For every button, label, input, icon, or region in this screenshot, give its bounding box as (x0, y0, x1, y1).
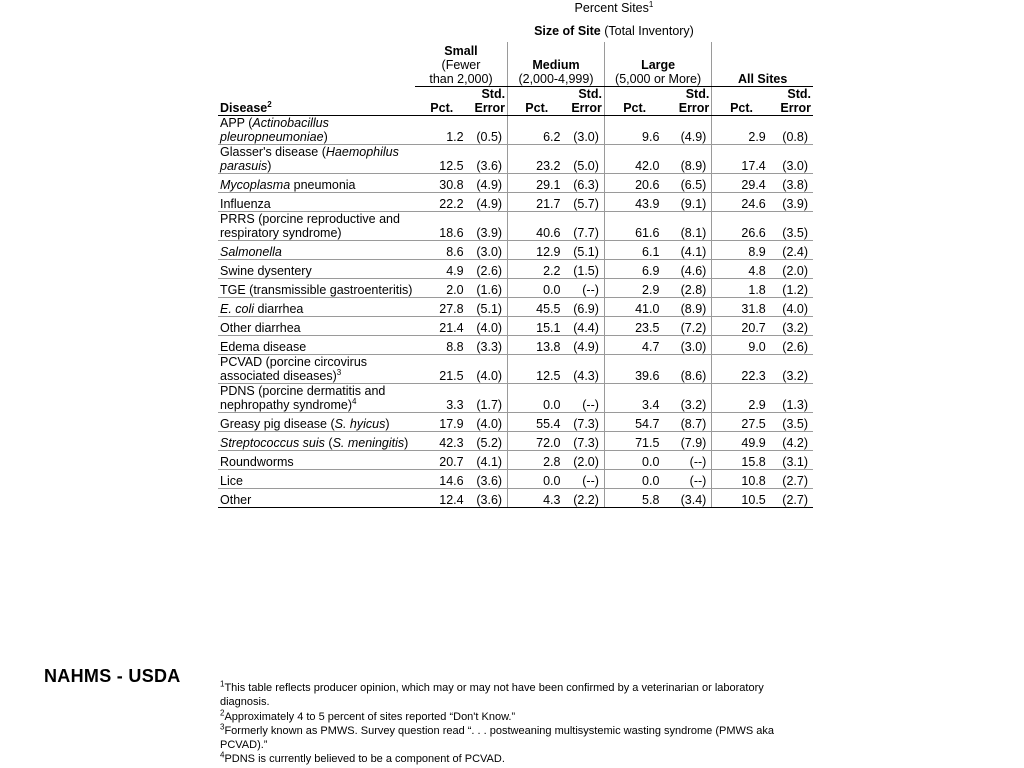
std-error-value: (2.0) (771, 260, 813, 279)
std-error-value: (7.7) (565, 212, 604, 241)
std-error-value: (1.7) (469, 384, 508, 413)
disease-name: Other diarrhea (218, 317, 415, 336)
table-row (218, 116, 813, 145)
pct-value: 8.9 (712, 241, 771, 260)
pct-value: 6.2 (508, 116, 566, 145)
std-error-value: (3.6) (469, 470, 508, 489)
pct-value: 6.9 (604, 260, 664, 279)
std-error-value: (5.1) (469, 298, 508, 317)
disease-column-header: Disease$^2$ (218, 87, 415, 116)
pct-value: 2.0 (415, 279, 469, 298)
std-error-value: (4.0) (771, 298, 813, 317)
pct-value: 13.8 (508, 336, 566, 355)
table-row (218, 174, 813, 193)
std-error-value: (--) (565, 384, 604, 413)
std-error-value: (6.3) (565, 174, 604, 193)
pct-value: 29.4 (712, 174, 771, 193)
disease-name: Other (218, 489, 415, 508)
std-error-value: (8.9) (664, 298, 711, 317)
pct-value: 4.3 (508, 489, 566, 508)
std-error-value: (7.9) (664, 432, 711, 451)
table-row (218, 355, 813, 384)
pct-value: 3.3 (415, 384, 469, 413)
pct-value: 0.0 (508, 470, 566, 489)
std-error-value: (--) (664, 451, 711, 470)
pct-value: 27.8 (415, 298, 469, 317)
table-row (218, 298, 813, 317)
std-error-value: (8.7) (664, 413, 711, 432)
disease-name: Lice (218, 470, 415, 489)
pct-value: 0.0 (508, 279, 566, 298)
disease-name: Influenza (218, 193, 415, 212)
footnote: $^3$Formerly known as PMWS. Survey question read “. . . postweaning multisystemic wasting syndrome (PMWS aka PCVAD).” (220, 722, 775, 752)
pct-value: 1.2 (415, 116, 469, 145)
pct-value: 49.9 (712, 432, 771, 451)
pct-value: 42.0 (604, 145, 664, 174)
std-error-value: (4.2) (771, 432, 813, 451)
pct-value: 71.5 (604, 432, 664, 451)
pct-value: 39.6 (604, 355, 664, 384)
pct-value: 20.6 (604, 174, 664, 193)
footnote: $^4$PDNS is currently believed to be a component of PCVAD. (220, 750, 505, 766)
std-error-value: (4.3) (565, 355, 604, 384)
pct-value: 17.9 (415, 413, 469, 432)
pct-value: 9.0 (712, 336, 771, 355)
std-error-value: (--) (664, 470, 711, 489)
std-error-value: (0.8) (771, 116, 813, 145)
std-error-value: (3.0) (469, 241, 508, 260)
disease-name: PRRS (porcine reproductive and respiratory syndrome) (218, 212, 415, 241)
pct-value: 2.8 (508, 451, 566, 470)
disease-name: TGE (transmissible gastroenteritis) (218, 279, 415, 298)
pct-value: 1.8 (712, 279, 771, 298)
pct-value: 4.7 (604, 336, 664, 355)
pct-value: 0.0 (604, 470, 664, 489)
pct-value: 15.8 (712, 451, 771, 470)
pct-value: 22.2 (415, 193, 469, 212)
std-error-value: (4.6) (664, 260, 711, 279)
pct-value: 12.5 (508, 355, 566, 384)
percent-sites-title: Percent Sites$^1$ (574, 0, 654, 15)
pct-value: 26.6 (712, 212, 771, 241)
std-error-value: (--) (565, 470, 604, 489)
std-error-value: (1.3) (771, 384, 813, 413)
group-small: Small (Fewer than 2,000) (415, 42, 508, 87)
disease-table (218, 0, 813, 508)
footnote: $^2$Approximately 4 to 5 percent of sites reported “Don't Know.” (220, 707, 516, 723)
table-row (218, 279, 813, 298)
std-error-value: (5.2) (469, 432, 508, 451)
std-error-value: (7.3) (565, 413, 604, 432)
std-error-value: (--) (565, 279, 604, 298)
disease-name: Swine dysentery (218, 260, 415, 279)
disease-name: Salmonella (218, 241, 415, 260)
std-error-value: (4.0) (469, 317, 508, 336)
pct-header: Pct. (604, 87, 664, 116)
std-error-value: (9.1) (664, 193, 711, 212)
pct-value: 43.9 (604, 193, 664, 212)
table-row (218, 489, 813, 508)
std-error-value: (4.9) (469, 174, 508, 193)
std-error-value: (3.6) (469, 489, 508, 508)
std-error-value: (3.0) (565, 116, 604, 145)
pct-value: 12.5 (415, 145, 469, 174)
pct-value: 21.5 (415, 355, 469, 384)
std-error-value: (5.0) (565, 145, 604, 174)
pct-value: 9.6 (604, 116, 664, 145)
pct-value: 0.0 (604, 451, 664, 470)
pct-value: 20.7 (712, 317, 771, 336)
std-error-value: (3.9) (469, 212, 508, 241)
disease-name: PDNS (porcine dermatitis and nephropathy syndrome)$^4$ (218, 384, 415, 413)
std-error-value: (2.7) (771, 470, 813, 489)
pct-value: 12.4 (415, 489, 469, 508)
group-large: Large (5,000 or More) (604, 42, 711, 87)
std-error-header: Std. Error (565, 87, 604, 116)
disease-name: E. coli diarrhea (218, 298, 415, 317)
pct-value: 2.9 (604, 279, 664, 298)
std-error-value: (3.0) (664, 336, 711, 355)
std-error-value: (3.3) (469, 336, 508, 355)
std-error-value: (8.6) (664, 355, 711, 384)
pct-value: 27.5 (712, 413, 771, 432)
std-error-value: (7.2) (664, 317, 711, 336)
std-error-value: (2.7) (771, 489, 813, 508)
std-error-value: (5.1) (565, 241, 604, 260)
table-row (218, 193, 813, 212)
pct-value: 15.1 (508, 317, 566, 336)
pct-value: 55.4 (508, 413, 566, 432)
table-row (218, 260, 813, 279)
std-error-value: (3.2) (771, 355, 813, 384)
pct-value: 4.9 (415, 260, 469, 279)
disease-name: Greasy pig disease (S. hyicus) (218, 413, 415, 432)
table-row (218, 451, 813, 470)
std-error-value: (3.2) (771, 317, 813, 336)
std-error-value: (2.6) (771, 336, 813, 355)
pct-value: 29.1 (508, 174, 566, 193)
footnote: $^1$This table reflects producer opinion, which may or may not have been confirmed by a veterinarian or laboratory diagnosis. (220, 679, 764, 709)
std-error-value: (3.0) (771, 145, 813, 174)
std-error-value: (4.1) (664, 241, 711, 260)
std-error-value: (8.1) (664, 212, 711, 241)
disease-name: APP (Actinobacillus pleuropneumoniae) (218, 116, 415, 145)
table-row (218, 317, 813, 336)
pct-header: Pct. (508, 87, 566, 116)
pct-value: 4.8 (712, 260, 771, 279)
std-error-value: (6.9) (565, 298, 604, 317)
table-row (218, 241, 813, 260)
disease-name: Mycoplasma pneumonia (218, 174, 415, 193)
pct-header: Pct. (712, 87, 771, 116)
footnotes (220, 681, 810, 767)
std-error-header: Std. Error (771, 87, 813, 116)
std-error-value: (7.3) (565, 432, 604, 451)
table-row (218, 336, 813, 355)
table-row (218, 470, 813, 489)
std-error-value: (4.1) (469, 451, 508, 470)
pct-value: 10.5 (712, 489, 771, 508)
std-error-value: (3.2) (664, 384, 711, 413)
disease-name: PCVAD (porcine circovirus associated diseases)$^3$ (218, 355, 415, 384)
std-error-value: (4.9) (664, 116, 711, 145)
pct-value: 17.4 (712, 145, 771, 174)
pct-value: 6.1 (604, 241, 664, 260)
pct-value: 3.4 (604, 384, 664, 413)
pct-value: 2.2 (508, 260, 566, 279)
std-error-value: (2.6) (469, 260, 508, 279)
table-row (218, 384, 813, 413)
std-error-value: (3.8) (771, 174, 813, 193)
std-error-value: (4.9) (565, 336, 604, 355)
std-error-value: (2.8) (664, 279, 711, 298)
std-error-value: (3.6) (469, 145, 508, 174)
pct-value: 40.6 (508, 212, 566, 241)
pct-value: 8.6 (415, 241, 469, 260)
pct-value: 20.7 (415, 451, 469, 470)
pct-value: 22.3 (712, 355, 771, 384)
pct-value: 24.6 (712, 193, 771, 212)
pct-value: 8.8 (415, 336, 469, 355)
group-medium: Medium (2,000-4,999) (508, 42, 605, 87)
pct-value: 0.0 (508, 384, 566, 413)
pct-value: 2.9 (712, 384, 771, 413)
branding-label: NAHMS - USDA (44, 666, 181, 686)
std-error-header: Std. Error (664, 87, 711, 116)
std-error-value: (2.0) (565, 451, 604, 470)
pct-value: 30.8 (415, 174, 469, 193)
disease-name: Glasser's disease (Haemophilus parasuis) (218, 145, 415, 174)
table-row (218, 413, 813, 432)
std-error-value: (3.5) (771, 212, 813, 241)
pct-value: 14.6 (415, 470, 469, 489)
std-error-value: (1.6) (469, 279, 508, 298)
pct-value: 61.6 (604, 212, 664, 241)
size-of-site-title: Size of Site (Total Inventory) (534, 24, 694, 38)
pct-value: 10.8 (712, 470, 771, 489)
std-error-value: (4.9) (469, 193, 508, 212)
pct-value: 41.0 (604, 298, 664, 317)
pct-value: 12.9 (508, 241, 566, 260)
table-row (218, 145, 813, 174)
disease-name: Streptococcus suis (S. meningitis) (218, 432, 415, 451)
pct-value: 72.0 (508, 432, 566, 451)
pct-header: Pct. (415, 87, 469, 116)
pct-value: 23.2 (508, 145, 566, 174)
table-row (218, 212, 813, 241)
std-error-value: (4.0) (469, 355, 508, 384)
group-all-sites: All Sites (712, 42, 813, 87)
std-error-value: (1.5) (565, 260, 604, 279)
pct-value: 45.5 (508, 298, 566, 317)
pct-value: 54.7 (604, 413, 664, 432)
pct-value: 2.9 (712, 116, 771, 145)
std-error-value: (3.5) (771, 413, 813, 432)
disease-name: Edema disease (218, 336, 415, 355)
std-error-value: (4.4) (565, 317, 604, 336)
std-error-value: (4.0) (469, 413, 508, 432)
std-error-value: (8.9) (664, 145, 711, 174)
pct-value: 42.3 (415, 432, 469, 451)
std-error-value: (3.1) (771, 451, 813, 470)
std-error-value: (6.5) (664, 174, 711, 193)
pct-value: 21.4 (415, 317, 469, 336)
std-error-value: (2.4) (771, 241, 813, 260)
std-error-value: (3.9) (771, 193, 813, 212)
disease-name: Roundworms (218, 451, 415, 470)
std-error-value: (5.7) (565, 193, 604, 212)
std-error-value: (0.5) (469, 116, 508, 145)
std-error-header: Std. Error (469, 87, 508, 116)
pct-value: 21.7 (508, 193, 566, 212)
std-error-value: (3.4) (664, 489, 711, 508)
table-row (218, 432, 813, 451)
pct-value: 23.5 (604, 317, 664, 336)
std-error-value: (2.2) (565, 489, 604, 508)
std-error-value: (1.2) (771, 279, 813, 298)
pct-value: 5.8 (604, 489, 664, 508)
pct-value: 18.6 (415, 212, 469, 241)
pct-value: 31.8 (712, 298, 771, 317)
